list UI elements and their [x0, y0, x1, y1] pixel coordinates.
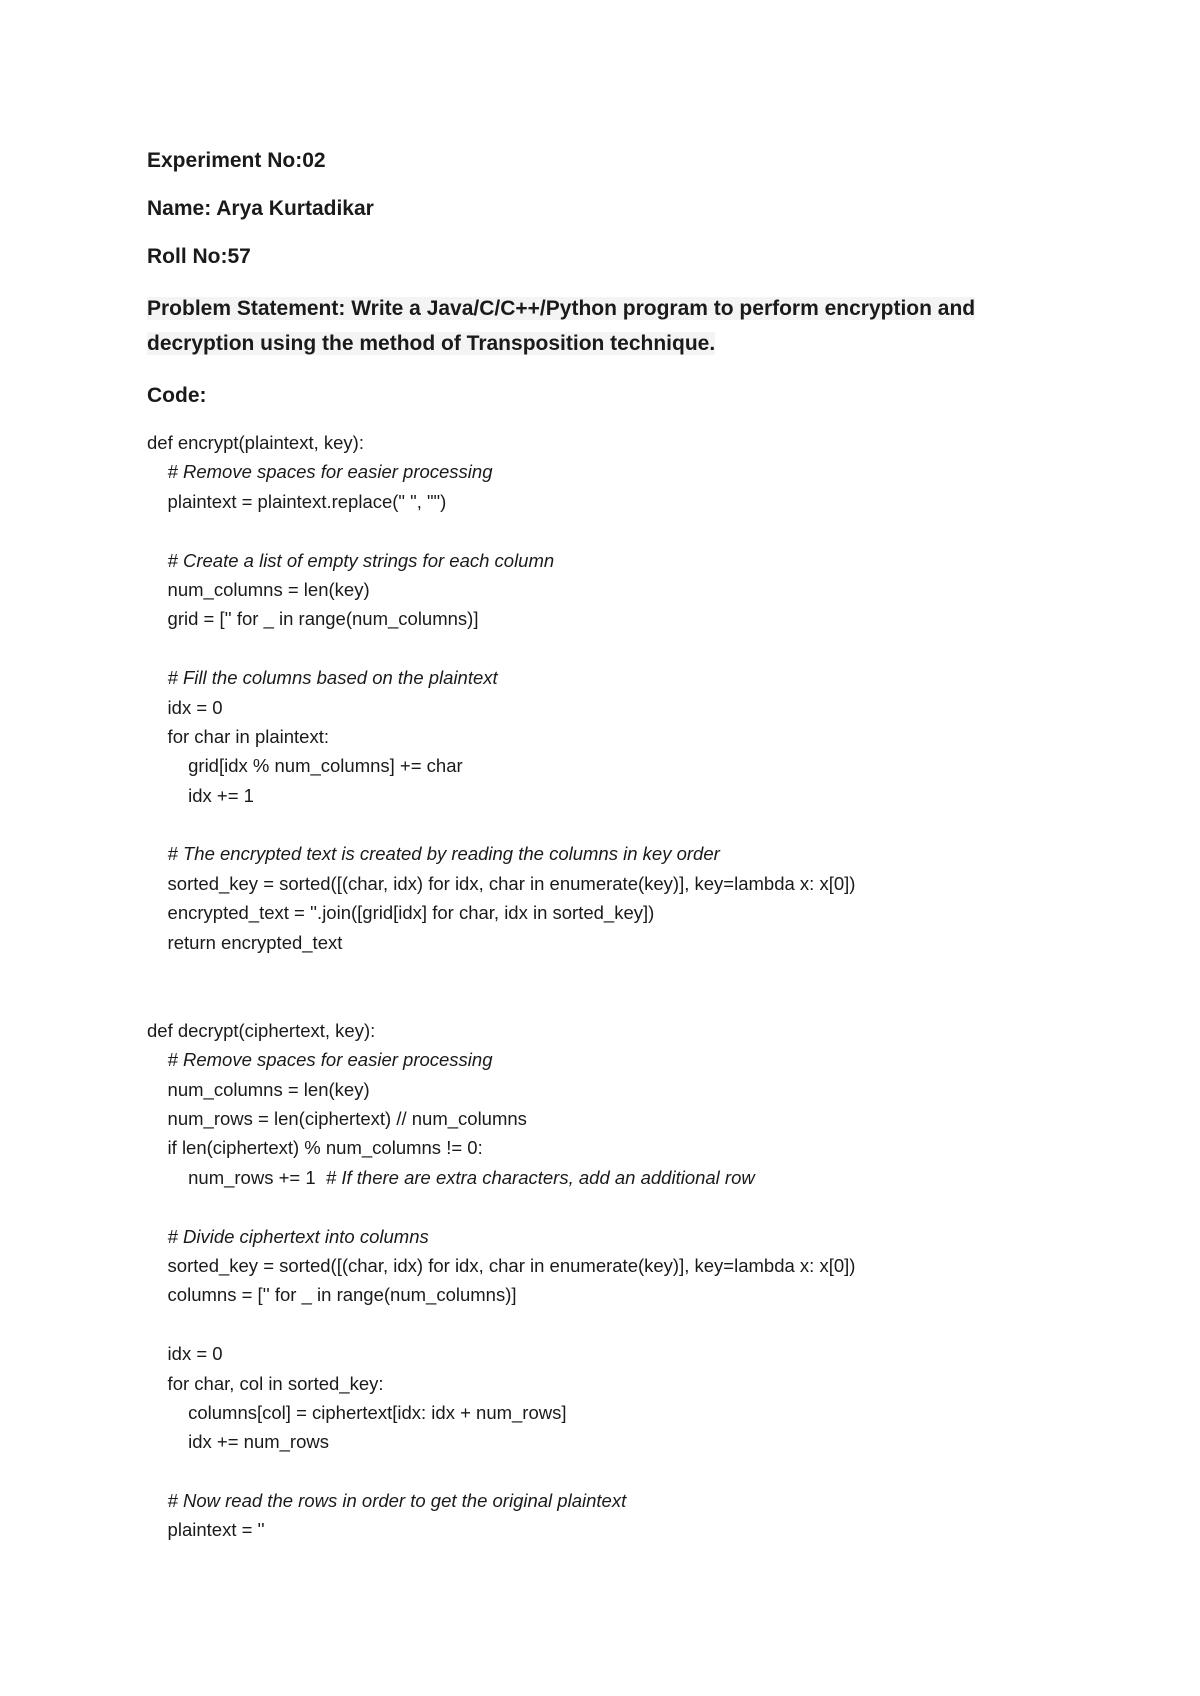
code-line: num_columns = len(key) [147, 578, 370, 600]
code-line [147, 1457, 1147, 1486]
code-line: num_rows += 1 # If there are extra characters, add an additional row [147, 1166, 755, 1188]
code-comment-line: # Divide ciphertext into columns [147, 1225, 429, 1247]
code-comment-line: # Create a list of empty strings for each column [147, 549, 555, 571]
problem-text-line1: Write a Java/C/C++/Python program to perform encryption and [351, 297, 976, 320]
code-line: columns[col] = ciphertext[idx: idx + num_rows] [147, 1401, 567, 1423]
code-line [147, 810, 1147, 839]
code-line: num_rows = len(ciphertext) // num_columns [147, 1107, 527, 1129]
roll-number: 57 [227, 245, 251, 268]
code-line [147, 516, 1147, 545]
roll-line [147, 244, 1047, 270]
code-listing [147, 428, 1147, 1545]
code-line: idx += 1 [147, 784, 254, 806]
name-label: Name: [147, 197, 217, 220]
code-comment-line: # Remove spaces for easier processing [147, 461, 493, 483]
code-line: idx += num_rows [147, 1431, 329, 1453]
code-line: sorted_key = sorted([(char, idx) for idx, char in enumerate(key)], key=lambda x: x[0]) [147, 1254, 856, 1276]
experiment-number: 02 [302, 149, 326, 172]
code-line [147, 1310, 1147, 1339]
code-comment-line: # Fill the columns based on the plaintext [147, 667, 498, 689]
code-line [147, 957, 1147, 986]
code-line: for char in plaintext: [147, 725, 330, 747]
code-line: plaintext = plaintext.replace(" ", "") [147, 490, 447, 512]
code-comment-line: # Now read the rows in order to get the original plaintext [147, 1490, 627, 1512]
code-line: return encrypted_text [147, 931, 343, 953]
code-line: columns = ['' for _ in range(num_columns)] [147, 1284, 517, 1306]
roll-label: Roll No: [147, 245, 228, 268]
code-heading: Code: [147, 384, 207, 407]
code-line: grid[idx % num_columns] += char [147, 755, 463, 777]
code-line: idx = 0 [147, 1343, 223, 1365]
name-line [147, 196, 1047, 222]
problem-text-line2: decryption using the method of Transposition technique. [147, 332, 716, 355]
code-line: plaintext = '' [147, 1519, 265, 1541]
student-name: Arya Kurtadikar [216, 197, 374, 220]
code-line: def decrypt(ciphertext, key): [147, 1019, 376, 1041]
document-header [147, 148, 1047, 292]
code-line [147, 986, 1147, 1015]
experiment-line [147, 148, 1047, 174]
code-line: encrypted_text = ''.join([grid[idx] for char, idx in sorted_key]) [147, 902, 655, 924]
code-line: for char, col in sorted_key: [147, 1372, 384, 1394]
code-comment-line: # Remove spaces for easier processing [147, 1049, 493, 1071]
code-line: num_columns = len(key) [147, 1078, 370, 1100]
code-line: grid = ['' for _ in range(num_columns)] [147, 608, 479, 630]
experiment-label: Experiment No: [147, 149, 303, 172]
problem-statement [147, 291, 1007, 361]
code-line [147, 634, 1147, 663]
code-line: if len(ciphertext) % num_columns != 0: [147, 1137, 483, 1159]
code-line: def encrypt(plaintext, key): [147, 432, 364, 453]
code-line [147, 1192, 1147, 1221]
code-comment-line: # The encrypted text is created by reading the columns in key order [147, 843, 720, 865]
problem-label: Problem Statement: [147, 297, 352, 320]
code-line: sorted_key = sorted([(char, idx) for idx, char in enumerate(key)], key=lambda x: x[0]) [147, 872, 856, 894]
code-line: idx = 0 [147, 696, 223, 718]
